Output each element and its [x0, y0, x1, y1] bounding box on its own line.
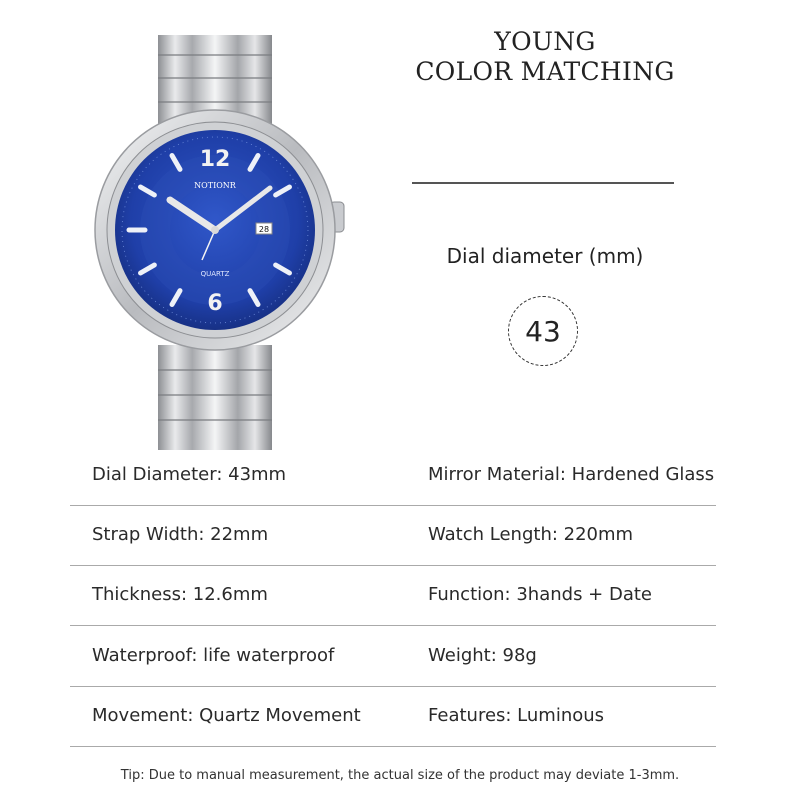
spec-label: Strap Width: 22mm [92, 524, 269, 545]
headline-line-2: COLOR MATCHING [415, 57, 675, 86]
numeral-6: 6 [207, 291, 223, 316]
spec-row [70, 565, 716, 626]
spec-label: Weight: 98g [428, 645, 537, 666]
dial-diameter-badge [508, 296, 578, 366]
spec-label: Movement: Quartz Movement [92, 705, 361, 726]
headline-line-1: YOUNG [494, 27, 596, 56]
divider [412, 182, 674, 184]
spec-label: Thickness: 12.6mm [92, 584, 268, 605]
spec-label: Watch Length: 220mm [428, 524, 634, 545]
brand-text: NOTIONR [194, 181, 236, 190]
spec-row [70, 626, 716, 687]
dial-diameter-label: Dial diameter (mm) [446, 244, 644, 268]
watch-image [90, 20, 360, 460]
spec-label: Features: Luminous [428, 705, 605, 726]
spec-row [70, 445, 716, 506]
numeral-12: 12 [199, 147, 231, 172]
date-text: 28 [258, 225, 270, 234]
measurement-tip: Tip: Due to manual measurement, the actual size of the product may deviate 1-3mm. [120, 768, 680, 783]
movement-text: QUARTZ [200, 270, 230, 278]
strap-bottom [158, 345, 272, 450]
dial-diameter-value: 43 [525, 314, 561, 348]
spec-label: Mirror Material: Hardened Glass [428, 464, 715, 485]
spec-row [70, 505, 716, 566]
spec-label: Waterproof: life waterproof [92, 645, 335, 666]
spec-row [70, 686, 716, 747]
spec-label: Dial Diameter: 43mm [92, 464, 287, 485]
center-pin [211, 226, 219, 234]
spec-label: Function: 3hands + Date [428, 584, 652, 605]
